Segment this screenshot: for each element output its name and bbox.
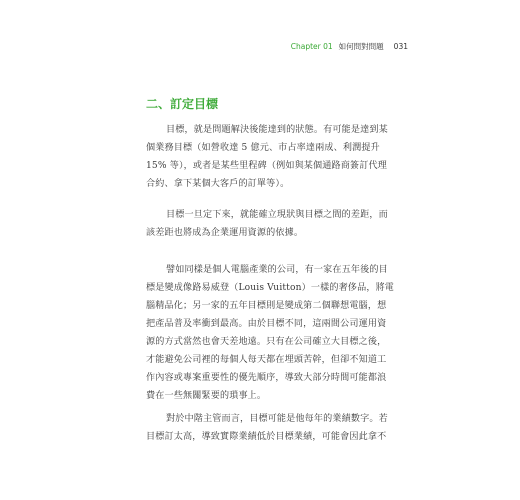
- paragraph-4: [146, 410, 396, 446]
- running-header: [291, 41, 408, 52]
- paragraph-2: [146, 206, 396, 242]
- paragraph-line: 合約、拿下某個大客戶的訂單等）。: [146, 179, 290, 189]
- paragraph-line: 該差距也將成為企業運用資源的依據。: [146, 228, 304, 238]
- paragraph-line: 標是變成像路易威登（Louis Vuitton）一樣的奢侈品，將電: [146, 283, 395, 293]
- paragraph-line: 費在一些無關緊要的瑣事上。: [146, 391, 267, 401]
- paragraph-line: 才能避免公司裡的每個人每天都在埋頭苦幹，但卻不知道工: [146, 355, 387, 365]
- paragraph-line: 個業務目標（如營收達 5 億元、市占率達兩成、利潤提升: [146, 143, 380, 153]
- paragraph-line: 目標訂太高，導致實際業績低於目標業績，可能會因此拿不: [146, 432, 387, 442]
- paragraph-line: 腦精品化；另一家的五年目標則是變成第二個聯想電腦，想: [146, 301, 387, 311]
- paragraph-line: 目標，就是問題解決後能達到的狀態。有可能是達到某: [166, 125, 388, 135]
- section-heading: 二、訂定目標: [146, 97, 219, 111]
- paragraph-line: 譬如同樣是個人電腦產業的公司，有一家在五年後的目: [166, 265, 388, 275]
- page-number: 031: [393, 42, 408, 51]
- paragraph-3: [146, 261, 396, 405]
- paragraph-line: 源的方式當然也會天差地遠。只有在公司確立大目標之後，: [146, 337, 387, 347]
- chapter-title: 如何問對問題: [338, 42, 384, 51]
- paragraph-1: [146, 121, 396, 193]
- paragraph-line: 把產品普及率衝到最高。由於目標不同，這兩間公司運用資: [146, 319, 387, 329]
- chapter-label: Chapter 01: [290, 42, 333, 51]
- paragraph-line: 15% 等），或者是某些里程碑（例如與某個通路商簽訂代理: [146, 161, 388, 171]
- paragraph-line: 目標一旦定下來，就能確立現狀與目標之間的差距，而: [166, 210, 388, 220]
- paragraph-line: 作內容或專案重要性的優先順序，導致大部分時間可能都浪: [146, 373, 387, 383]
- paragraph-line: 對於中階主管而言，目標可能是他每年的業績數字。若: [166, 414, 388, 424]
